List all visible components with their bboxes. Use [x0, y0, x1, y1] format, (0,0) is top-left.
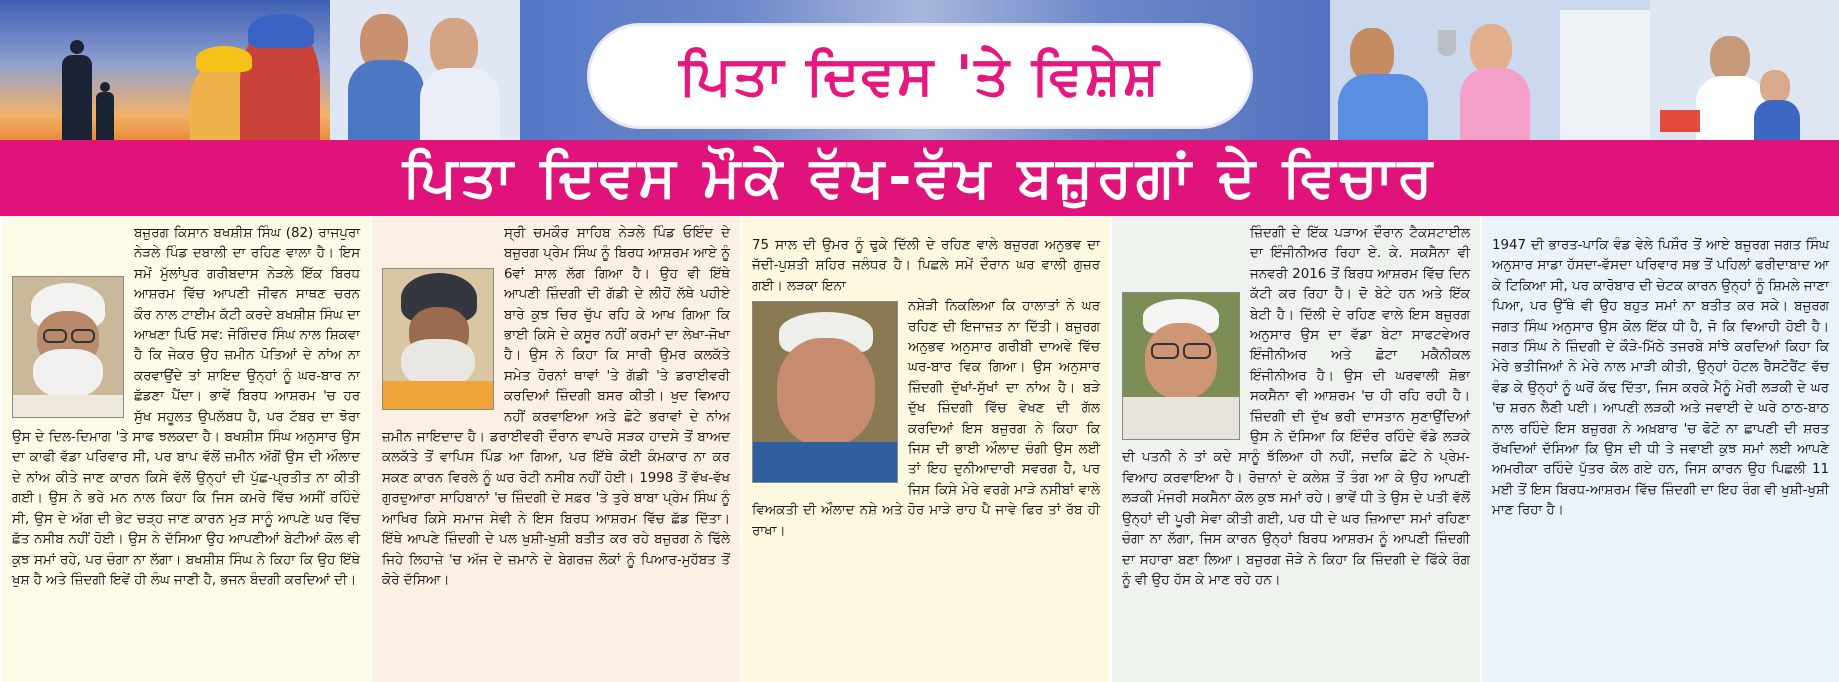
- column-2: [370, 216, 740, 682]
- banner: [0, 0, 1839, 140]
- elder-portrait-4: [1122, 292, 1240, 440]
- column-3-intro: 75 ਸਾਲ ਦੀ ਉਮਰ ਨੂੰ ਢੁਕੇ ਦਿੱਲੀ ਦੇ ਰਹਿਣ ਵਾਲੇ ਬਜ਼ੁਰਗ ਅਨੁਭਵ ਦਾ ਜੱਦੀ-ਪੁਸ਼ਤੀ ਸ਼ਹਿਰ ਜਲੰਧਰ ਹੈ। ਪਿਛਲੇ ਸਮੇਂ ਦੌਰਾਨ ਘਰ ਵਾਲੀ ਗੁਜ਼ਰ ਗਈ। ਲੜਕਾ ਇਨਾ: [752, 238, 1100, 294]
- elder-portrait-1: [12, 276, 124, 418]
- column-1: [0, 216, 370, 682]
- headline-bar: [0, 140, 1839, 216]
- column-2-text: ਸ੍ਰੀ ਚਮਕੌਰ ਸਾਹਿਬ ਨੇੜਲੇ ਪਿੰਡ ਓਇੰਦ ਦੇ ਬਜ਼ੁਰਗ ਪ੍ਰੇਮ ਸਿੰਘ ਨੂੰ ਬਿਰਧ ਆਸ਼ਰਮ ਆਏ ਨੂੰ 6ਵਾਂ ਸਾਲ ਲੱਗ ਗਿਆ ਹੈ। ਉਹ ਵੀ ਇੱਥੇ ਆਪਣੀ ਜ਼ਿੰਦਗੀ ਦੀ ਗੱਡੀ ਦੇ ਲੀਹੋਂ ਲੱਥੇ ਪਹੀਏ ਬਾਰੇ ਕੁਝ ਚਿਰ ਚੁੱਪ ਰਹਿ ਕੇ ਆਖ ਗਿਆ ਕਿ ਭਾਈ ਕਿਸੇ ਦੇ ਕਸੂਰ ਨਹੀਂ ਕਰਮਾਂ ਦਾ ਲੇਖਾ-ਜੋਖਾ ਹੈ। ਉਸ ਨੇ ਕਿਹਾ ਕਿ ਸਾਰੀ ਉਮਰ ਕਲਕੱਤੇ ਸਮੇਤ ਹੋਰਨਾਂ ਥਾਵਾਂ 'ਤੇ ਗੱਡੀ 'ਤੇ ਡਰਾਈਵਰੀ ਕਰਦਿਆਂ ਜ਼ਿੰਦਗੀ ਬਸਰ ਕੀਤੀ। ਖੁਦ ਵਿਆਹ ਨਹੀਂ ਕਰਵਾਇਆ ਅਤੇ ਛੋਟੇ ਭਰਾਵਾਂ ਦੇ ਨਾਂਅ ਜ਼ਮੀਨ ਜਾਇਦਾਦ ਹੈ। ਡਰਾਈਵਰੀ ਦੌਰਾਨ ਵਾਪਰੇ ਸੜਕ ਹਾਦਸੇ ਤੋਂ ਬਾਅਦ ਕਲਕੱਤੇ ਤੋਂ ਵਾਪਿਸ ਪਿੰਡ ਆ ਗਿਆ, ਪਰ ਇੱਥੇ ਕੋਈ ਕੰਮਕਾਰ ਨਾ ਕਰ ਸਕਣ ਕਾਰਨ ਵਿਰਲੇ ਨੂੰ ਘਰ ਰੋਟੀ ਨਸੀਬ ਨਹੀਂ ਹੋਈ। 1998 ਤੋਂ ਵੱਖ-ਵੱਖ ਗੁਰਦੁਆਰਾ ਸਾਹਿਬਾਨਾਂ 'ਚ ਜ਼ਿੰਦਗੀ ਦੇ ਸਫ਼ਰ 'ਤੇ ਤੁਰੇ ਬਾਬਾ ਪ੍ਰੇਮ ਸਿੰਘ ਨੂੰ ਆਖਿਰ ਕਿਸੇ ਸਮਾਜ ਸੇਵੀ ਨੇ ਇਸ ਬਿਰਧ ਆਸ਼ਰਮ ਵਿੱਚ ਛੱਡ ਦਿੱਤਾ। ਇੱਥੇ ਆਪਣੇ ਜ਼ਿੰਦਗੀ ਦੇ ਪਲ ਖੁਸ਼ੀ-ਖੁਸ਼ੀ ਬਤੀਤ ਕਰ ਰਹੇ ਬਜ਼ੁਰਗ ਨੇ ਢਿੱਲੇ ਜਿਹੇ ਲਿਹਾਜ਼ੇ 'ਚ ਅੱਜ ਦੇ ਜ਼ਮਾਨੇ ਦੇ ਬੇਗਰਜ਼ ਲੋਕਾਂ ਨੂੰ ਪਿਆਰ-ਮੁਹੱਬਤ ਤੋਂ ਕੋਰੇ ਦੱਸਿਆ।: [382, 226, 730, 588]
- father-son-play-photo: [1650, 0, 1839, 140]
- column-1-text: ਬਜ਼ੁਰਗ ਕਿਸਾਨ ਬਖਸ਼ੀਸ਼ ਸਿੰਘ (82) ਰਾਜਪੁਰਾ ਨੇੜਲੇ ਪਿੰਡ ਦਬਾਲੀ ਦਾ ਰਹਿਣ ਵਾਲਾ ਹੈ। ਇਸ ਸਮੇਂ ਮੁੱਲਾਂਪੁਰ ਗਰੀਬਦਾਸ ਨੇੜਲੇ ਇੱਕ ਬਿਰਧ ਆਸ਼ਰਮ ਵਿੱਚ ਆਪਣੀ ਜੀਵਨ ਸਾਥਣ ਚਰਨ ਕੌਰ ਨਾਲ ਟਾਈਮ ਕੱਟੀ ਕਰਦੇ ਬਖਸ਼ੀਸ਼ ਸਿੰਘ ਦਾ ਆਖਣਾ ਪਿਓ ਸਵ: ਜੋਗਿੰਦਰ ਸਿੰਘ ਨਾਲ ਸ਼ਿਕਵਾ ਹੈ ਕਿ ਜੇਕਰ ਉਹ ਜ਼ਮੀਨ ਪੋਤਿਆਂ ਦੇ ਨਾਂਅ ਨਾ ਕਰਵਾਉਂਦੇ ਤਾਂ ਸ਼ਾਇਦ ਉਨ੍ਹਾਂ ਨੂੰ ਘਰ-ਬਾਰ ਨਾ ਛੱਡਣਾ ਪੈਂਦਾ। ਭਾਵੇਂ ਬਿਰਧ ਆਸ਼ਰਮ 'ਚ ਹਰ ਸੁੱਖ ਸਹੂਲਤ ਉਪਲੱਬਧ ਹੈ, ਪਰ ਟੱਬਰ ਦਾ ਝੋਰਾ ਉਸ ਦੇ ਦਿਲ-ਦਿਮਾਗ 'ਤੇ ਸਾਫ ਝਲਕਦਾ ਹੈ। ਬਖਸ਼ੀਸ਼ ਸਿੰਘ ਅਨੁਸਾਰ ਉਸ ਦਾ ਕਾਫੀ ਵੱਡਾ ਪਰਿਵਾਰ ਸੀ, ਪਰ ਬਾਪ ਵੱਲੋਂ ਜ਼ਮੀਨ ਅੱਗੋਂ ਉਸ ਦੀ ਔਲਾਦ ਦੇ ਨਾਂਅ ਕੀਤੇ ਜਾਣ ਕਾਰਨ ਕਿਸੇ ਵੱਲੋਂ ਉਨ੍ਹਾਂ ਦੀ ਪੁੱਛ-ਪ੍ਰਤੀਤ ਨਾ ਕੀਤੀ ਗਈ। ਉਸ ਨੇ ਭਰੇ ਮਨ ਨਾਲ ਕਿਹਾ ਕਿ ਜਿਸ ਕਮਰੇ ਵਿੱਚ ਅਸੀਂ ਰਹਿੰਦੇ ਸੀ, ਉਸ ਦੇ ਅੱਗ ਦੀ ਭੇਟ ਚੜ੍ਹ ਜਾਣ ਕਾਰਨ ਮੁੜ ਸਾਨੂੰ ਆਪਣੇ ਘਰ ਵਿੱਚ ਛੱਤ ਨਸੀਬ ਨਹੀਂ ਹੋਈ। ਉਸ ਨੇ ਦੱਸਿਆ ਉਹ ਆਪਣੀਆਂ ਬੇਟੀਆਂ ਕੋਲ ਵੀ ਕੁਝ ਸਮਾਂ ਰਹੇ, ਪਰ ਚੰਗਾ ਨਾ ਲੱਗਾ। ਬਖਸ਼ੀਸ਼ ਸਿੰਘ ਨੇ ਕਿਹਾ ਕਿ ਉਹ ਇੱਥੇ ਖੁਸ਼ ਹੈ ਅਤੇ ਜ਼ਿੰਦਗੀ ਇਵੇਂ ਹੀ ਲੰਘ ਜਾਣੀ ਹੈ, ਭਜਨ ਬੰਦਗੀ ਕਰਦਿਆਂ ਦੀ।: [12, 226, 360, 588]
- article-columns: [0, 216, 1839, 682]
- headline: ਪਿਤਾ ਦਿਵਸ ਮੌਕੇ ਵੱਖ-ਵੱਖ ਬਜ਼ੁਰਗਾਂ ਦੇ ਵਿਚਾਰ: [402, 145, 1437, 210]
- banner-title-pill: [590, 26, 1250, 126]
- banner-title: ਪਿਤਾ ਦਿਵਸ 'ਤੇ ਵਿਸ਼ੇਸ਼: [679, 44, 1161, 107]
- column-4-text: ਜ਼ਿੰਦਗੀ ਦੇ ਇੱਕ ਪੜਾਅ ਦੌਰਾਨ ਟੈਕਸਟਾਈਲ ਦਾ ਇੰਜੀਨੀਅਰ ਰਿਹਾ ਏ. ਕੇ. ਸਕਸੈਨਾ ਵੀ ਜਨਵਰੀ 2016 ਤੋਂ ਬਿਰਧ ਆਸ਼ਰਮ ਵਿੱਚ ਦਿਨ ਕੱਟੀ ਕਰ ਰਿਹਾ ਹੈ। ਦੋ ਬੇਟੇ ਹਨ ਅਤੇ ਇੱਕ ਬੇਟੀ ਹੈ। ਦਿੱਲੀ ਦੇ ਰਹਿਣ ਵਾਲੇ ਇਸ ਬਜ਼ੁਰਗ ਅਨੁਸਾਰ ਉਸ ਦਾ ਵੱਡਾ ਬੇਟਾ ਸਾਫਟਵੇਅਰ ਇੰਜੀਨੀਅਰ ਅਤੇ ਛੋਟਾ ਮਕੈਨੀਕਲ ਇੰਜੀਨੀਅਰ ਹੈ। ਉਸ ਦੀ ਘਰਵਾਲੀ ਸ਼ੋਭਾ ਸਕਸੈਨਾ ਵੀ ਆਸ਼ਰਮ 'ਚ ਹੀ ਰਹਿ ਰਹੀ ਹੈ। ਜ਼ਿੰਦਗੀ ਦੀ ਦੁੱਖ ਭਰੀ ਦਾਸਤਾਨ ਸੁਣਾਉਂਦਿਆਂ ਉਸ ਨੇ ਦੱਸਿਆ ਕਿ ਇੰਦੌਰ ਰਹਿੰਦੇ ਵੱਡੇ ਲੜਕੇ ਦੀ ਪਤਨੀ ਨੇ ਤਾਂ ਕਦੇ ਸਾਨੂੰ ਝੱਲਿਆ ਹੀ ਨਹੀਂ, ਜਦਕਿ ਛੋਟੇ ਨੇ ਪ੍ਰੇਮ-ਵਿਆਹ ਕਰਵਾਇਆ ਹੈ। ਰੋਜ਼ਾਨਾਂ ਦੇ ਕਲੇਸ਼ ਤੋਂ ਤੰਗ ਆ ਕੇ ਉਹ ਆਪਣੀ ਲੜਕੀ ਮੰਜਰੀ ਸਕਸੈਨਾ ਕੋਲ ਕੁਝ ਸਮਾਂ ਰਹੇ। ਭਾਵੇਂ ਧੀ ਤੇ ਉਸ ਦੇ ਪਤੀ ਵੱਲੋਂ ਉਨ੍ਹਾਂ ਦੀ ਪੂਰੀ ਸੇਵਾ ਕੀਤੀ ਗਈ, ਪਰ ਧੀ ਦੇ ਘਰ ਜ਼ਿਆਦਾ ਸਮਾਂ ਰਹਿਣਾ ਚੰਗਾ ਨਾ ਲੱਗਾ, ਜਿਸ ਕਾਰਨ ਉਨ੍ਹਾਂ ਬਿਰਧ ਆਸ਼ਰਮ ਨੂੰ ਆਪਣੀ ਜ਼ਿੰਦਗੀ ਦਾ ਸਹਾਰਾ ਬਣਾ ਲਿਆ। ਬਜ਼ੁਰਗ ਜੋੜੇ ਨੇ ਕਿਹਾ ਕਿ ਜ਼ਿੰਦਗੀ ਦੇ ਫਿੱਕੇ ਰੰਗ ਨੂੰ ਵੀ ਉਹ ਹੱਸ ਕੇ ਮਾਣ ਰਹੇ ਹਨ।: [1122, 226, 1470, 588]
- column-5: [1480, 216, 1839, 682]
- elder-portrait-2: [382, 268, 494, 410]
- father-daughter-photo: [1330, 0, 1650, 140]
- sunset-photo: [0, 0, 370, 140]
- father-son-photo: [330, 0, 520, 140]
- column-3-text: ਨਸ਼ੇੜੀ ਨਿਕਲਿਆ ਕਿ ਹਾਲਾਤਾਂ ਨੇ ਘਰ ਰਹਿਣ ਦੀ ਇਜਾਜ਼ਤ ਨਾ ਦਿੱਤੀ। ਬਜ਼ੁਰਗ ਅਨੁਭਵ ਅਨੁਸਾਰ ਗਰੀਬੀ ਦਾਅਵੇ ਵਿੱਚ ਘਰ-ਬਾਰ ਵਿਕ ਗਿਆ। ਉਸ ਅਨੁਸਾਰ ਜ਼ਿੰਦਗੀ ਦੁੱਖਾਂ-ਸੁੱਖਾਂ ਦਾ ਨਾਂਅ ਹੈ। ਬੜੇ ਦੁੱਖ ਜ਼ਿੰਦਗੀ ਵਿੱਚ ਵੇਖਣ ਦੀ ਗੱਲ ਕਰਦਿਆਂ ਇਸ ਬਜ਼ੁਰਗ ਨੇ ਕਿਹਾ ਕਿ ਜਿਸ ਦੀ ਭਾਈ ਔਲਾਦ ਚੰਗੀ ਉਸ ਲਈ ਤਾਂ ਇਹ ਦੁਨੀਆਦਾਰੀ ਸਵਰਗ ਹੈ, ਪਰ ਜਿਸ ਕਿਸੇ ਮੇਰੇ ਵਰਗੇ ਮਾੜੇ ਨਸੀਬਾਂ ਵਾਲੇ ਵਿਅਕਤੀ ਦੀ ਔਲਾਦ ਨਸ਼ੇ ਅਤੇ ਹੋਰ ਮਾੜੇ ਰਾਹ ਪੈ ਜਾਵੇ ਫਿਰ ਤਾਂ ਰੱਬ ਹੀ ਰਾਖਾ।: [752, 299, 1100, 539]
- column-4: [1110, 216, 1480, 682]
- column-3: [740, 216, 1110, 682]
- column-5-text: 1947 ਦੀ ਭਾਰਤ-ਪਾਕਿ ਵੰਡ ਵੇਲੇ ਪਿਸ਼ੌਰ ਤੋਂ ਆਏ ਬਜ਼ੁਰਗ ਜਗਤ ਸਿੰਘ ਅਨੁਸਾਰ ਸਾਡਾ ਹੱਸਦਾ-ਵੱਸਦਾ ਪਰਿਵਾਰ ਸਭ ਤੋਂ ਪਹਿਲਾਂ ਫਰੀਦਾਬਾਦ ਆ ਕੇ ਟਿਕਿਆ ਸੀ, ਪਰ ਕਾਰੋਬਾਰ ਦੀ ਚੇਟਕ ਕਾਰਨ ਉਨ੍ਹਾਂ ਨੂੰ ਸ਼ਿਮਲੇ ਜਾਣਾ ਪਿਆ, ਪਰ ਉੱਥੇ ਵੀ ਉਹ ਬਹੁਤ ਸਮਾਂ ਨਾ ਬਤੀਤ ਕਰ ਸਕੇ। ਬਜ਼ੁਰਗ ਜਗਤ ਸਿੰਘ ਅਨੁਸਾਰ ਉਸ ਕੋਲ ਇੱਕ ਧੀ ਹੈ, ਜੋ ਕਿ ਵਿਆਹੀ ਹੋਈ ਹੈ। ਜਗਤ ਸਿੰਘ ਨੇ ਜ਼ਿੰਦਗੀ ਦੇ ਕੌੜੇ-ਮਿੱਠੇ ਤਜਰਬੇ ਸਾਂਝੇ ਕਰਦਿਆਂ ਕਿਹਾ ਕਿ ਮੇਰੇ ਭਤੀਜਿਆਂ ਨੇ ਮੇਰੇ ਨਾਲ ਮਾੜੀ ਕੀਤੀ, ਉਨ੍ਹਾਂ ਹੋਟਲ ਰੈਸਟੋਰੈਂਟ ਵੱਚ ਵੰਡ ਕੇ ਉਨ੍ਹਾਂ ਨੂੰ ਘਰੋਂ ਕੱਢ ਦਿੱਤਾ, ਜਿਸ ਕਰਕੇ ਮੈਨੂੰ ਮੇਰੀ ਲੜਕੀ ਦੇ ਘਰ 'ਚ ਸ਼ਰਨ ਲੈਣੀ ਪਈ। ਆਪਣੀ ਲੜਕੀ ਅਤੇ ਜਵਾਈ ਦੇ ਘਰੇ ਠਾਠ-ਬਾਠ ਨਾਲ ਰਹਿੰਦੇ ਇਸ ਬਜ਼ੁਰਗ ਨੇ ਅਖ਼ਬਾਰ 'ਚ ਫੋਟੋ ਨਾ ਛਾਪਣੀ ਦੀ ਸ਼ਰਤ ਰੱਖਦਿਆਂ ਦੱਸਿਆ ਕਿ ਉਸ ਦੀ ਧੀ ਤੇ ਜਵਾਈ ਕੁਝ ਸਮਾਂ ਲਈ ਆਪਣੇ ਅਮਰੀਕਾ ਰਹਿੰਦੇ ਪੁੱਤਰ ਕੋਲ ਗਏ ਹਨ, ਜਿਸ ਕਾਰਨ ਉਹ ਪਿਛਲੀ 11 ਮਈ ਤੋਂ ਇਸ ਬਿਰਧ-ਆਸ਼ਰਮ ਵਿੱਚ ਜ਼ਿੰਦਗੀ ਦਾ ਇਹ ਰੰਗ ਵੀ ਖੁਸ਼ੀ-ਖੁਸ਼ੀ ਮਾਣ ਰਿਹਾ ਹੈ।: [1492, 238, 1830, 519]
- elder-portrait-3: [752, 301, 898, 483]
